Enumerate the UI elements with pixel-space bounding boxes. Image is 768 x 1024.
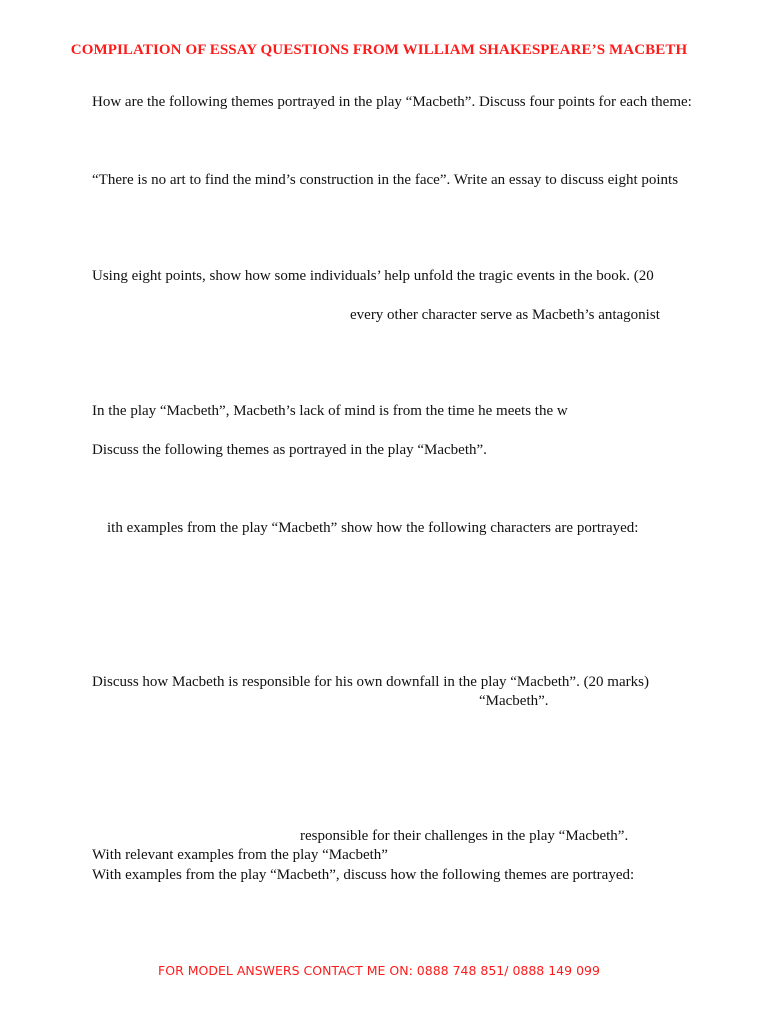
question-line: every other character serve as Macbeth’s antagonist <box>350 307 660 323</box>
contact-footer: FOR MODEL ANSWERS CONTACT ME ON: 0888 748 851/ 0888 149 099 <box>158 963 600 978</box>
question-line: In the play “Macbeth”, Macbeth’s lack of mind is from the time he meets the w <box>92 403 568 419</box>
question-line: ith examples from the play “Macbeth” show how the following characters are portrayed: <box>107 520 639 536</box>
question-line: With relevant examples from the play “Macbeth” <box>92 847 388 863</box>
document-title: COMPILATION OF ESSAY QUESTIONS FROM WILLIAM SHAKESPEARE’S MACBETH <box>70 42 688 58</box>
question-line: “Macbeth”. <box>479 693 549 709</box>
question-line: Using eight points, show how some individuals’ help unfold the tragic events in the book. (20 <box>92 268 654 284</box>
question-line: Discuss the following themes as portrayed in the play “Macbeth”. <box>92 442 487 458</box>
question-line: responsible for their challenges in the play “Macbeth”. <box>300 828 629 844</box>
question-line: Discuss how Macbeth is responsible for his own downfall in the play “Macbeth”. (20 marks) <box>92 674 649 690</box>
question-line: “There is no art to find the mind’s construction in the face”. Write an essay to discuss eight points <box>92 172 679 188</box>
question-line: How are the following themes portrayed in the play “Macbeth”. Discuss four points for each theme: <box>92 94 692 110</box>
question-line: With examples from the play “Macbeth”, discuss how the following themes are portrayed: <box>92 867 635 883</box>
